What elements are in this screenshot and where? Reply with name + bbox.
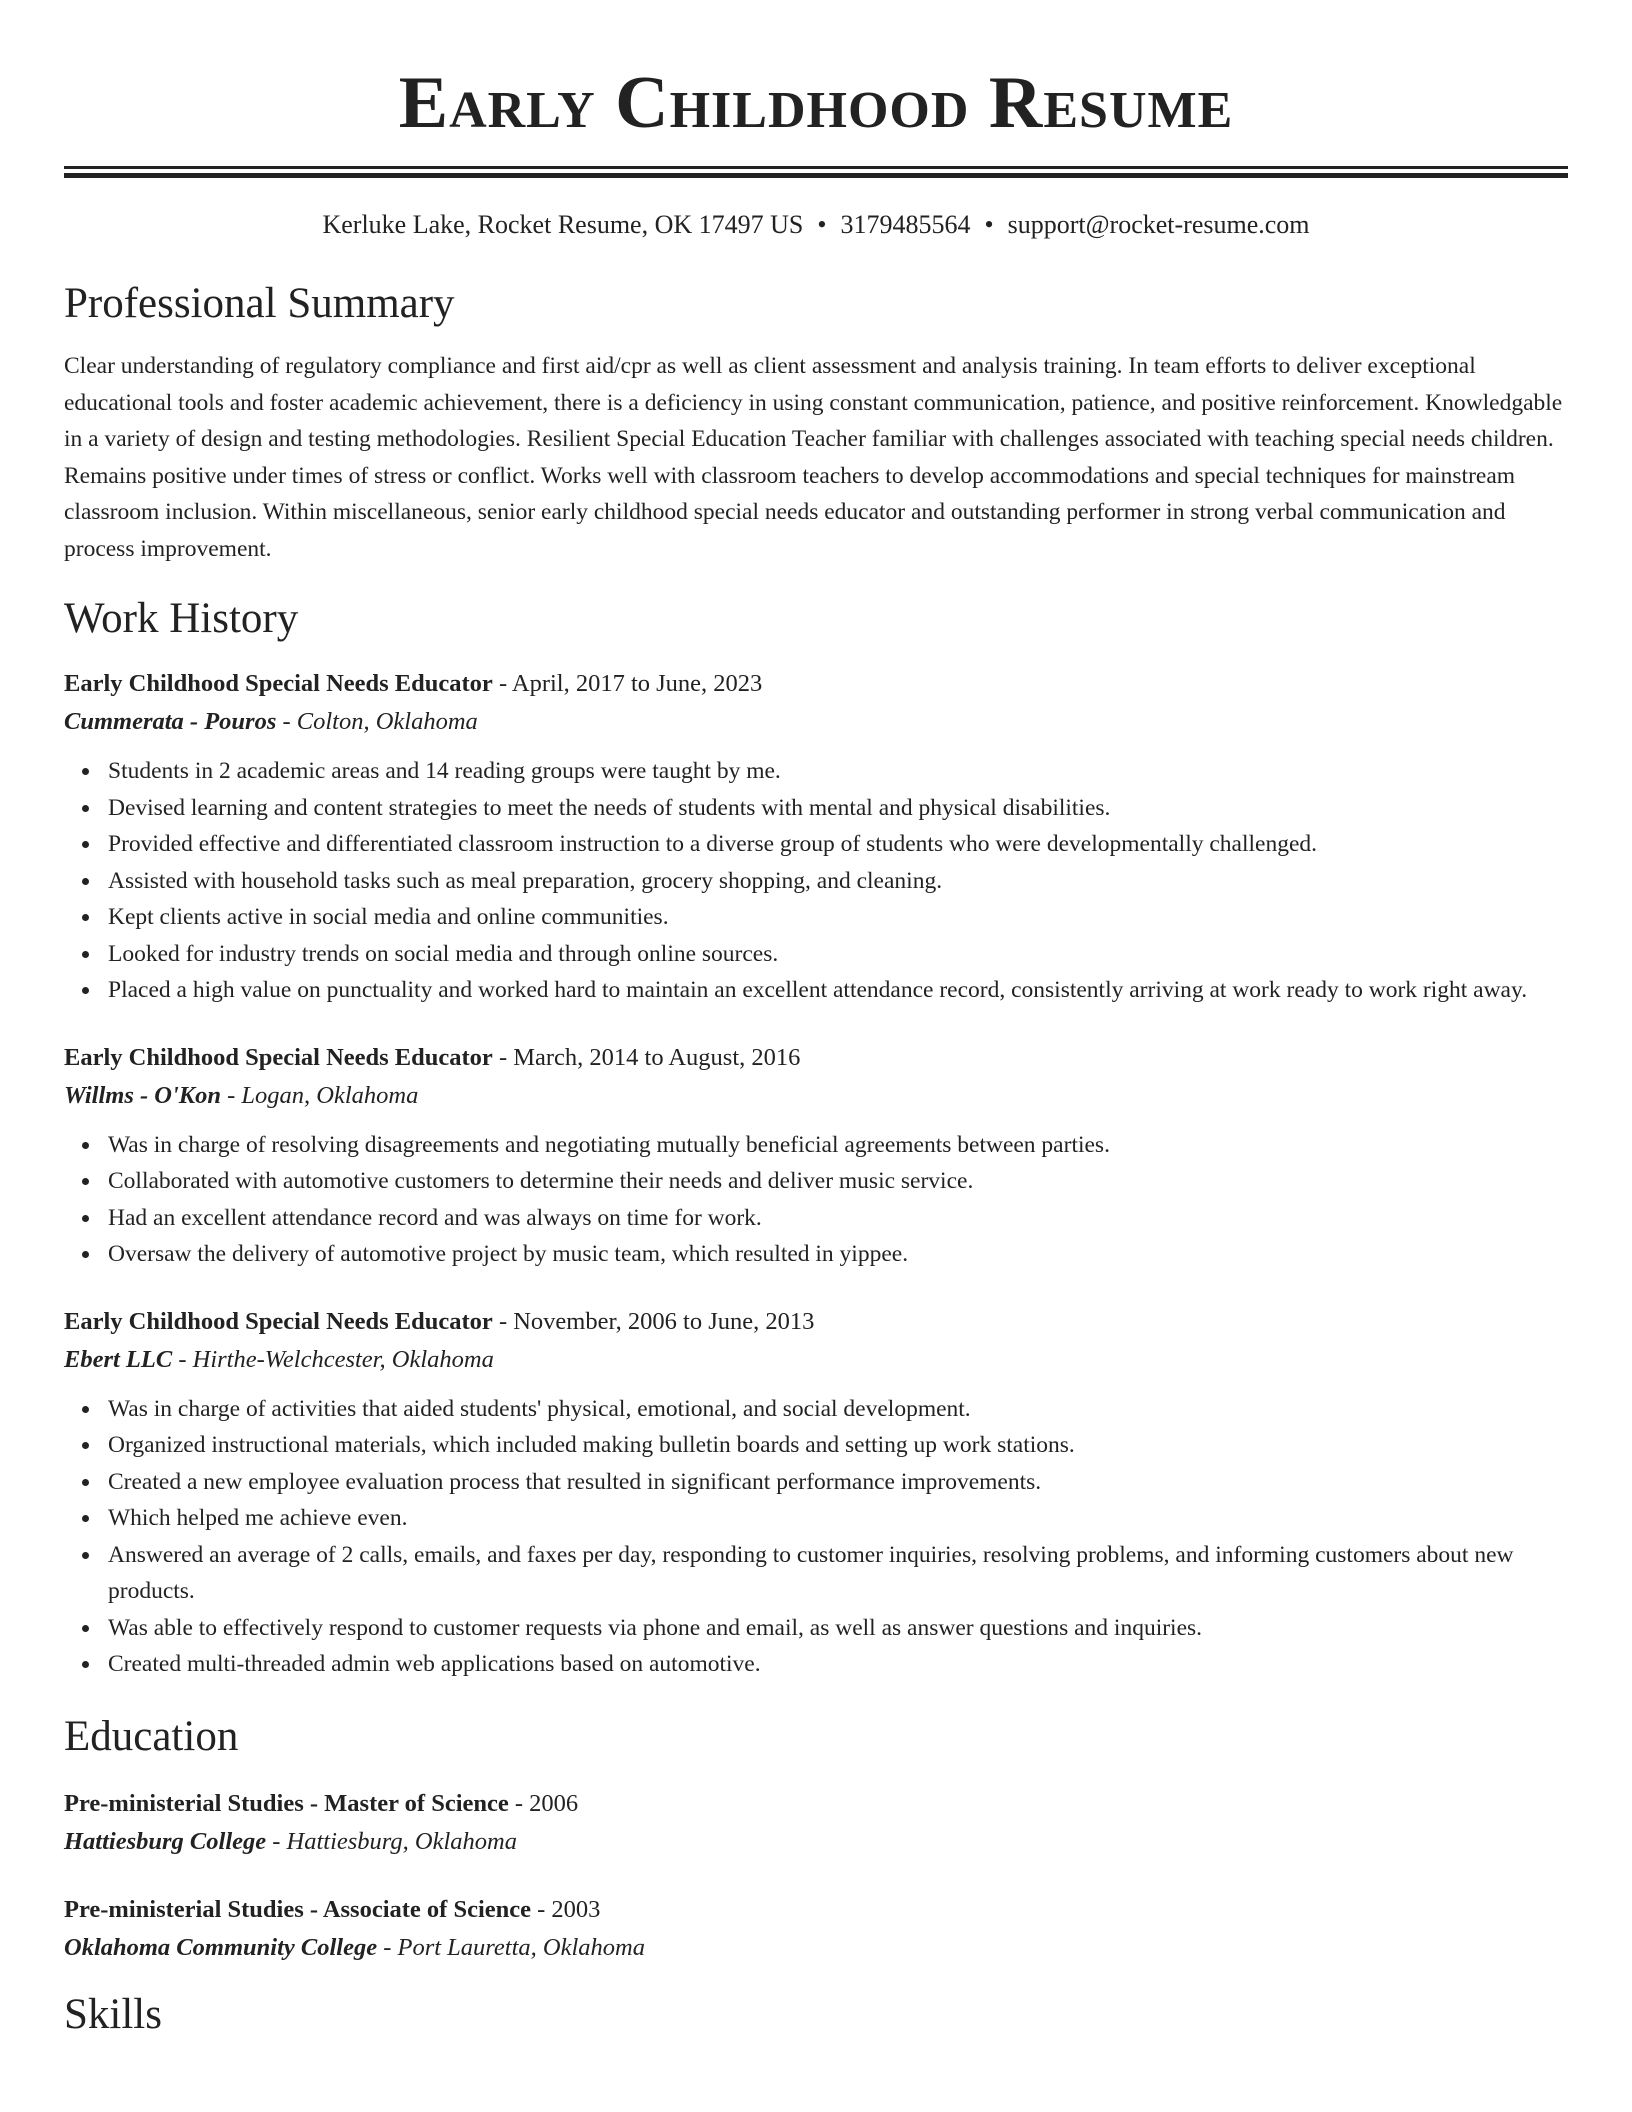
- job-entry: [64, 665, 1568, 1009]
- duty-item: Looked for industry trends on social media and through online sources.: [108, 936, 1568, 973]
- job-role: Early Childhood Special Needs Educator: [64, 1307, 493, 1335]
- title-divider: [64, 166, 1568, 178]
- job-location: - Colton, Oklahoma: [276, 708, 478, 735]
- school-line: [64, 1823, 1568, 1861]
- contact-separator: •: [984, 210, 994, 239]
- job-company-line: [64, 703, 1568, 741]
- education-entry: [64, 1785, 1568, 1861]
- duty-item: Devised learning and content strategies to meet the needs of students with mental and physical disabilities.: [108, 790, 1568, 827]
- contact-line: [64, 208, 1568, 242]
- job-title-line: [64, 1039, 1568, 1077]
- job-role: Early Childhood Special Needs Educator: [64, 670, 493, 697]
- degree-line: [64, 1785, 1568, 1823]
- job-company: Cummerata - Pouros: [64, 708, 277, 735]
- duty-item: Answered an average of 2 calls, emails, and faxes per day, responding to customer inquiries, resolving problems, and informing customers about new products.: [108, 1537, 1568, 1610]
- contact-email: support@rocket-resume.com: [1007, 210, 1310, 239]
- work-history-heading: Work History: [64, 595, 299, 642]
- contact-separator: •: [817, 210, 827, 239]
- job-location: - Logan, Oklahoma: [221, 1081, 419, 1109]
- duty-item: Created multi-threaded admin web applications based on automotive.: [108, 1646, 1568, 1683]
- contact-phone: 3179485564: [840, 210, 971, 239]
- resume-title: Early Childhood Resume: [398, 62, 1234, 144]
- job-dates: - April, 2017 to June, 2023: [492, 670, 763, 697]
- school-location: - Hattiesburg, Oklahoma: [266, 1827, 517, 1855]
- duty-item: Which helped me achieve even.: [108, 1500, 1568, 1537]
- job-dates: - November, 2006 to June, 2013: [492, 1307, 815, 1335]
- degree: Pre-ministerial Studies - Master of Science: [64, 1789, 509, 1817]
- duty-item: Provided effective and differentiated classroom instruction to a diverse group of students who were developmentally challenged.: [108, 826, 1568, 863]
- duty-item: Was in charge of activities that aided students' physical, emotional, and social development.: [108, 1391, 1568, 1428]
- graduation-year: - 2006: [508, 1789, 579, 1817]
- job-duties-list: [64, 1127, 1568, 1273]
- education-entry: [64, 1891, 1568, 1967]
- job-duties-list: [64, 753, 1568, 1009]
- degree: Pre-ministerial Studies - Associate of Science: [64, 1895, 532, 1923]
- duty-item: Was able to effectively respond to customer requests via phone and email, as well as answer questions and inquiries.: [108, 1610, 1568, 1647]
- contact-address: Kerluke Lake, Rocket Resume, OK 17497 US: [322, 210, 804, 239]
- school-name: Oklahoma Community College: [64, 1933, 378, 1961]
- graduation-year: - 2003: [531, 1895, 601, 1923]
- duty-item: Was in charge of resolving disagreements and negotiating mutually beneficial agreements between parties.: [108, 1127, 1568, 1164]
- job-dates: - March, 2014 to August, 2016: [492, 1043, 801, 1071]
- duty-item: Oversaw the delivery of automotive project by music team, which resulted in yippee.: [108, 1236, 1568, 1273]
- job-company: Willms - O'Kon: [64, 1081, 222, 1109]
- school-name: Hattiesburg College: [64, 1827, 267, 1855]
- duty-item: Collaborated with automotive customers to determine their needs and deliver music service.: [108, 1163, 1568, 1200]
- job-duties-list: [64, 1391, 1568, 1683]
- duty-item: Placed a high value on punctuality and worked hard to maintain an excellent attendance record, consistently arriving at work ready to work right away.: [108, 972, 1568, 1009]
- duty-item: Assisted with household tasks such as meal preparation, grocery shopping, and cleaning.: [108, 863, 1568, 900]
- job-title-line: [64, 665, 1568, 703]
- degree-line: [64, 1891, 1568, 1929]
- job-entry: [64, 1039, 1568, 1273]
- summary-heading: Professional Summary: [64, 280, 455, 327]
- duty-item: Created a new employee evaluation process that resulted in significant performance improvements.: [108, 1464, 1568, 1501]
- school-line: [64, 1929, 1568, 1967]
- job-company: Ebert LLC: [64, 1345, 173, 1373]
- job-title-line: [64, 1303, 1568, 1341]
- job-company-line: [64, 1341, 1568, 1379]
- job-company-line: [64, 1077, 1568, 1115]
- summary-text: Clear understanding of regulatory compliance and first aid/cpr as well as client assessment and analysis training. In team efforts to deliver exceptional educational tools and foster academic achievement, there is a deficiency in using constant communication, patience, and positive reinforcement. Knowledgable in a variety of design and testing methodologies. Resilient Special Education Teacher familiar with challenges associated with teaching special needs children. Remains positive under times of stress or conflict. Works well with classroom teachers to develop accommodations and special techniques for mainstream classroom inclusion. Within miscellaneous, senior early childhood special needs educator and outstanding performer in strong verbal communication and process improvement.: [64, 353, 1563, 562]
- school-location: - Port Lauretta, Oklahoma: [377, 1933, 645, 1961]
- job-location: - Hirthe-Welchcester, Oklahoma: [172, 1345, 494, 1373]
- duty-item: Kept clients active in social media and online communities.: [108, 899, 1568, 936]
- education-heading: Education: [64, 1712, 239, 1760]
- skills-heading: Skills: [64, 1990, 162, 2038]
- job-role: Early Childhood Special Needs Educator: [64, 1043, 493, 1071]
- job-entry: [64, 1303, 1568, 1683]
- duty-item: Had an excellent attendance record and was always on time for work.: [108, 1200, 1568, 1237]
- duty-item: Students in 2 academic areas and 14 reading groups were taught by me.: [108, 753, 1568, 790]
- duty-item: Organized instructional materials, which included making bulletin boards and setting up work stations.: [108, 1427, 1568, 1464]
